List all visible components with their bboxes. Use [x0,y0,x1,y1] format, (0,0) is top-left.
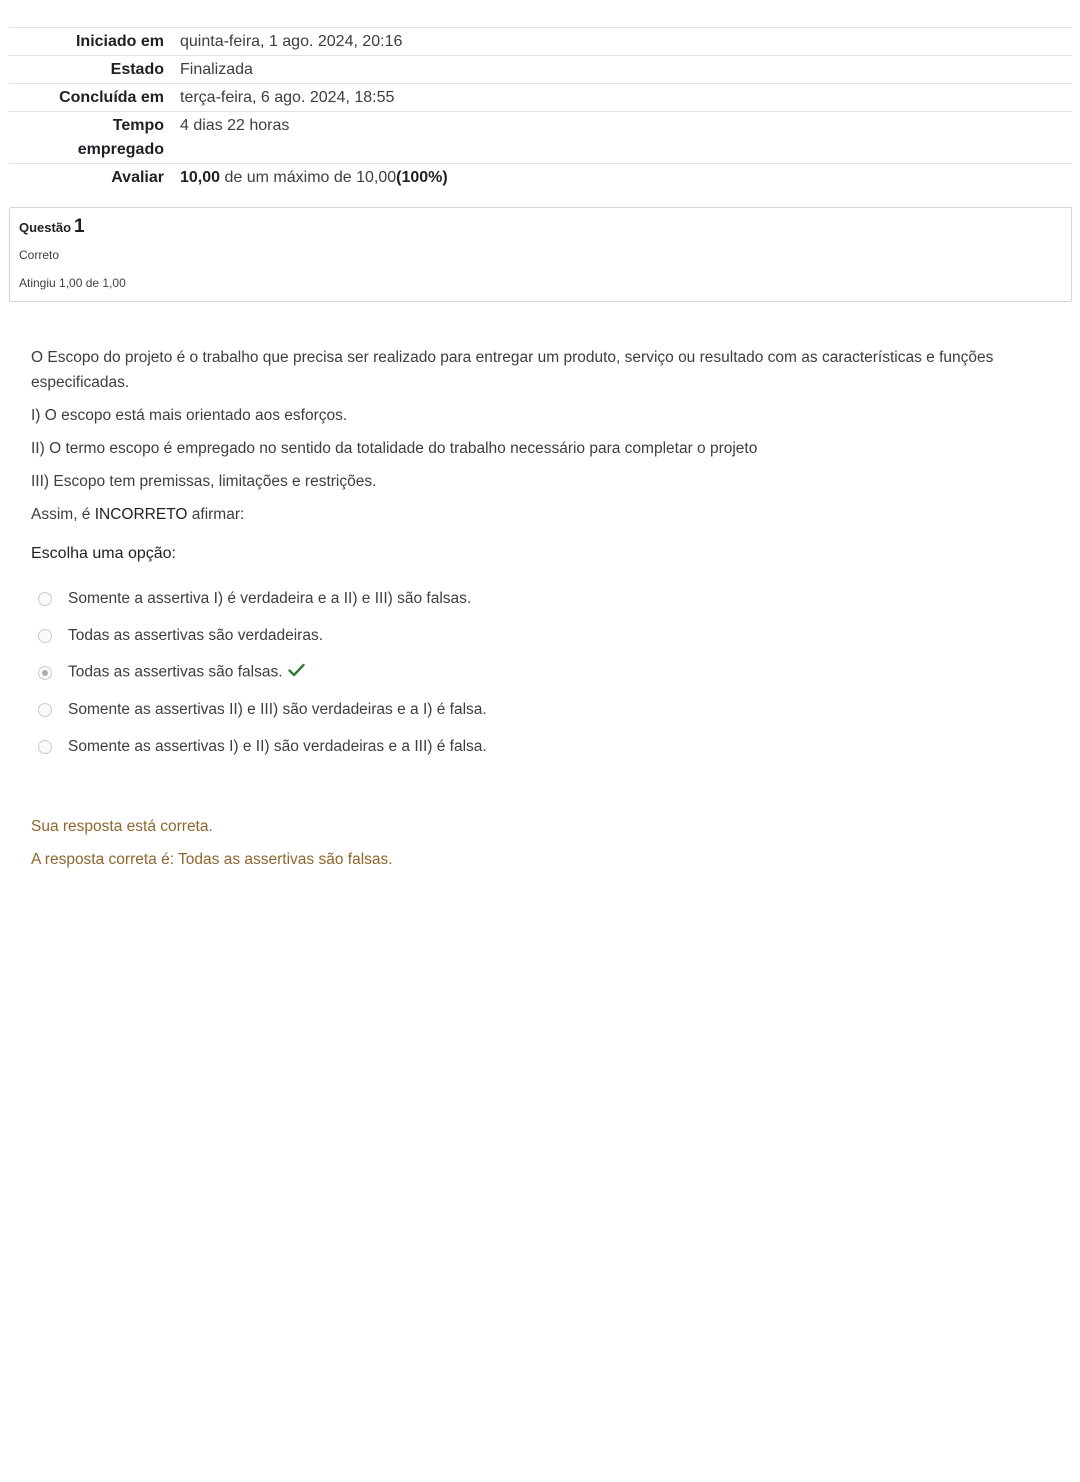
question-text-part: afirmar: [187,506,245,523]
question-text [31,345,1031,535]
summary-value: 4 dias 22 horas [180,117,290,134]
answer-option-label[interactable]: Todas as assertivas são falsas. [68,663,283,681]
question-info-box [9,207,1072,302]
grade-percent: (100%) [396,169,448,186]
question-text-part: Assim, é [31,506,95,523]
answer-prompt: Escolha uma opção: [31,545,176,562]
question-paragraph [31,502,1031,527]
summary-row-grade [9,164,1072,191]
radio-button[interactable] [38,629,52,643]
attempt-summary-table [9,27,1072,191]
answer-options [38,580,487,765]
question-number-value: 1 [74,216,85,237]
answer-option-label-wrap[interactable] [68,663,305,682]
summary-label: Iniciado em [75,33,164,50]
answer-option[interactable] [38,617,487,654]
answer-option[interactable] [38,691,487,728]
question-emphasis: INCORRETO [94,506,188,523]
summary-row-completed [9,84,1072,112]
question-paragraph: II) O termo escopo é empregado no sentido da totalidade do trabalho necessário para completar o projeto [31,440,758,457]
question-feedback [31,814,393,880]
radio-button[interactable] [38,703,52,717]
answer-option-label[interactable]: Todas as assertivas são verdadeiras. [68,626,324,644]
answer-option[interactable] [38,728,487,765]
grade-score: 10,00 [180,169,221,186]
answer-option-label[interactable]: Somente as assertivas II) e III) são verdadeiras e a I) é falsa. [68,700,487,718]
general-feedback: Sua resposta está correta. [31,818,213,835]
radio-button-checked[interactable] [38,666,52,680]
radio-button[interactable] [38,740,52,754]
summary-row-started [9,28,1072,56]
summary-row-state [9,56,1072,84]
question-label: Questão [19,220,72,235]
summary-label-line1: Tempo [112,117,164,134]
answer-option[interactable] [38,580,487,617]
summary-value: Finalizada [180,61,253,78]
question-grade: Atingiu 1,00 de 1,00 [19,276,126,290]
answer-option-selected[interactable] [38,654,487,691]
summary-value: quinta-feira, 1 ago. 2024, 20:16 [180,33,403,50]
summary-label-line2: empregado [77,141,164,158]
grade-max-text: de um máximo de 10,00 [224,169,397,186]
check-icon [288,663,305,682]
summary-label: Estado [110,61,164,78]
question-paragraph: O Escopo do projeto é o trabalho que precisa ser realizado para entregar um produto, serviço ou resultado com as características e funções especificadas. [31,349,994,391]
summary-label [9,112,164,163]
right-answer: A resposta correta é: Todas as assertivas são falsas. [31,851,393,868]
question-number [19,216,85,238]
summary-label: Concluída em [59,89,164,106]
summary-grade-value [164,164,448,191]
summary-row-time-taken [9,112,1072,164]
summary-value: terça-feira, 6 ago. 2024, 18:55 [180,89,395,106]
answer-option-label[interactable]: Somente as assertivas I) e II) são verdadeiras e a III) é falsa. [68,737,487,755]
answer-option-label[interactable]: Somente a assertiva I) é verdadeira e a II) e III) são falsas. [68,589,472,607]
question-paragraph: III) Escopo tem premissas, limitações e restrições. [31,473,377,490]
question-state: Correto [19,248,60,262]
radio-button[interactable] [38,592,52,606]
question-paragraph: I) O escopo está mais orientado aos esforços. [31,407,348,424]
summary-label: Avaliar [111,169,164,186]
